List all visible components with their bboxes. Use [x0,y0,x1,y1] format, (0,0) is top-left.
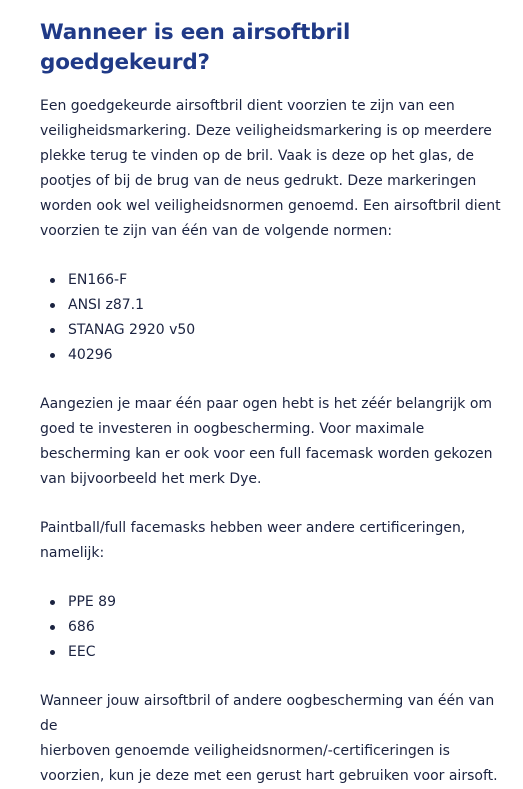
list-item: STANAG 2920 v50 [40,318,503,343]
paragraph-line: veiligheidsmarkering. Deze veiligheidsmarkering is op meerdere [40,123,492,139]
certifications-intro-paragraph [40,516,503,566]
intro-paragraph [40,94,503,244]
paragraph-line: pootjes of bij de brug van de neus gedrukt. Deze markeringen [40,173,477,189]
paragraph-line: hierboven genoemde veiligheidsnormen/-certificeringen is [40,743,450,759]
list-item: EEC [40,640,503,665]
paragraph-line: Aangezien je maar één paar ogen hebt is het zéér belangrijk om [40,396,493,412]
paragraph-line: voorzien te zijn van één van de volgende normen: [40,223,393,239]
conclusion-paragraph [40,689,503,789]
paragraph-line: bescherming kan er ook voor een full facemask worden gekozen [40,446,493,462]
paragraph-line: goed te investeren in oogbescherming. Voor maximale [40,421,425,437]
paragraph-line: plekke terug te vinden op de bril. Vaak is deze op het glas, de [40,148,474,164]
paragraph-line: Wanneer jouw airsoftbril of andere oogbescherming van één van de [40,693,495,734]
norms-list [40,268,503,368]
paragraph-line: Paintball/full facemasks hebben weer andere certificeringen, [40,520,466,536]
paragraph-line: Een goedgekeurde airsoftbril dient voorzien te zijn van een [40,98,455,114]
article-heading: Wanneer is een airsoftbril goedgekeurd? [40,20,351,75]
list-item: PPE 89 [40,590,503,615]
certifications-list [40,590,503,665]
list-item: 40296 [40,343,503,368]
paragraph-line: worden ook wel veiligheidsnormen genoemd. Een airsoftbril dient [40,198,501,214]
list-item: EN166-F [40,268,503,293]
list-item: ANSI z87.1 [40,293,503,318]
paragraph-line: voorzien, kun je deze met een gerust hart gebruiken voor airsoft. [40,768,498,784]
paragraph-line: namelijk: [40,545,105,561]
paragraph-line: van bijvoorbeeld het merk Dye. [40,471,262,487]
list-item: 686 [40,615,503,640]
facemask-paragraph [40,392,503,492]
